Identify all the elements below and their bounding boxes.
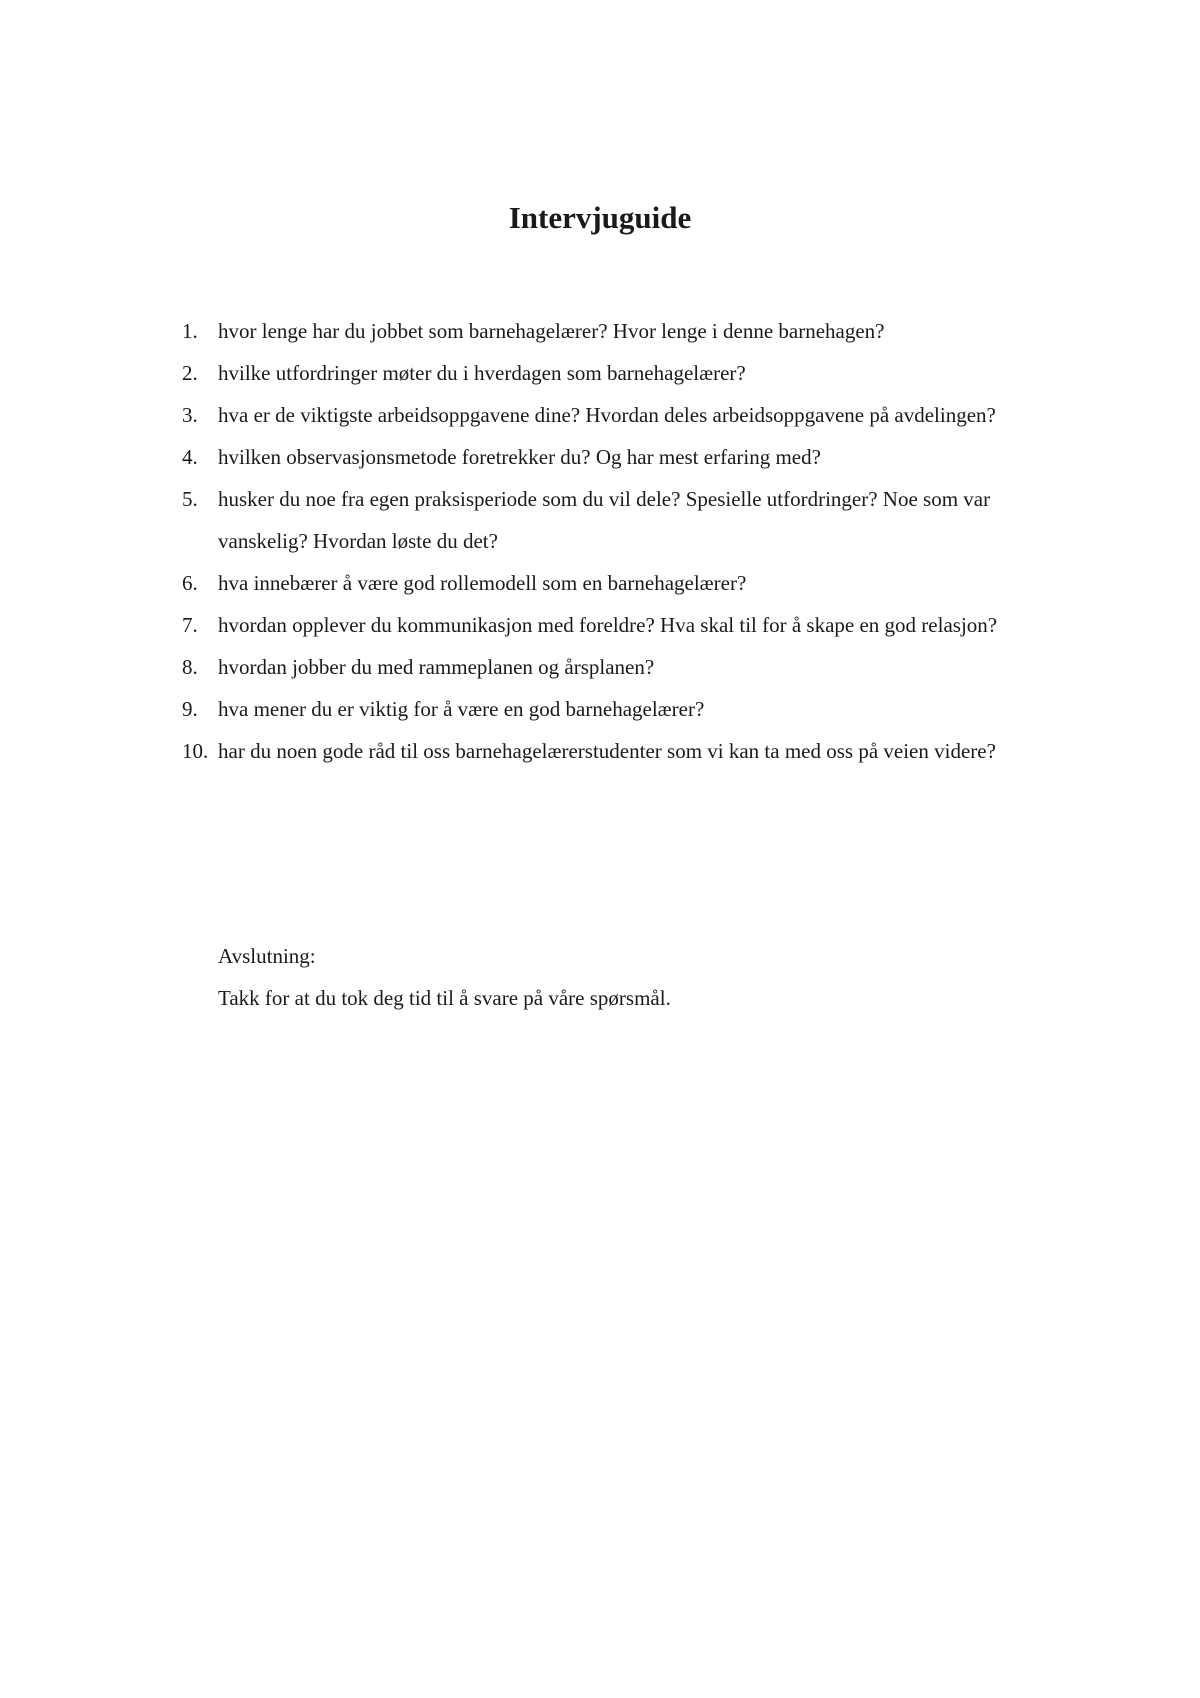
question-item — [182, 730, 1062, 772]
question-item — [182, 562, 1062, 604]
question-text: hvilke utfordringer møter du i hverdagen som barnehagelærer? — [218, 361, 746, 385]
question-number: 1. — [182, 319, 198, 343]
question-item — [182, 310, 1062, 352]
question-text: hvordan opplever du kommunikasjon med foreldre? Hva skal til for å skape en god relasjon? — [218, 613, 998, 637]
question-number: 8. — [182, 655, 198, 679]
closing-text: Takk for at du tok deg tid til å svare på våre spørsmål. — [218, 986, 671, 1010]
question-text: hvilken observasjonsmetode foretrekker du? Og har mest erfaring med? — [218, 445, 821, 469]
question-text: husker du noe fra egen praksisperiode som du vil dele? Spesielle utfordringer? Noe som var vanskelig? Hvordan løste du det? — [218, 487, 991, 553]
question-number: 3. — [182, 403, 198, 427]
document-title: Intervjuguide — [508, 200, 692, 235]
question-text: hva innebærer å være god rollemodell som en barnehagelærer? — [218, 571, 747, 595]
question-text: hvordan jobber du med rammeplanen og årsplanen? — [218, 655, 655, 679]
question-text: hvor lenge har du jobbet som barnehagelærer? Hvor lenge i denne barnehagen? — [218, 319, 885, 343]
question-item — [182, 436, 1062, 478]
question-number: 4. — [182, 445, 198, 469]
question-text: hva er de viktigste arbeidsoppgavene dine? Hvordan deles arbeidsoppgavene på avdelingen? — [218, 403, 996, 427]
question-number: 9. — [182, 697, 198, 721]
question-list — [182, 310, 1062, 772]
closing-heading: Avslutning: — [218, 944, 316, 968]
question-item — [182, 478, 1062, 562]
question-number: 10. — [182, 739, 209, 763]
question-text: hva mener du er viktig for å være en god barnehagelærer? — [218, 697, 705, 721]
question-number: 5. — [182, 487, 198, 511]
question-item — [182, 394, 1062, 436]
question-item — [182, 352, 1062, 394]
closing-section — [218, 935, 1058, 1019]
question-number: 7. — [182, 613, 198, 637]
question-item — [182, 604, 1062, 646]
question-item — [182, 688, 1062, 730]
question-number: 6. — [182, 571, 198, 595]
question-text: har du noen gode råd til oss barnehagelærerstudenter som vi kan ta med oss på veien videre? — [218, 739, 996, 763]
question-item — [182, 646, 1062, 688]
question-number: 2. — [182, 361, 198, 385]
